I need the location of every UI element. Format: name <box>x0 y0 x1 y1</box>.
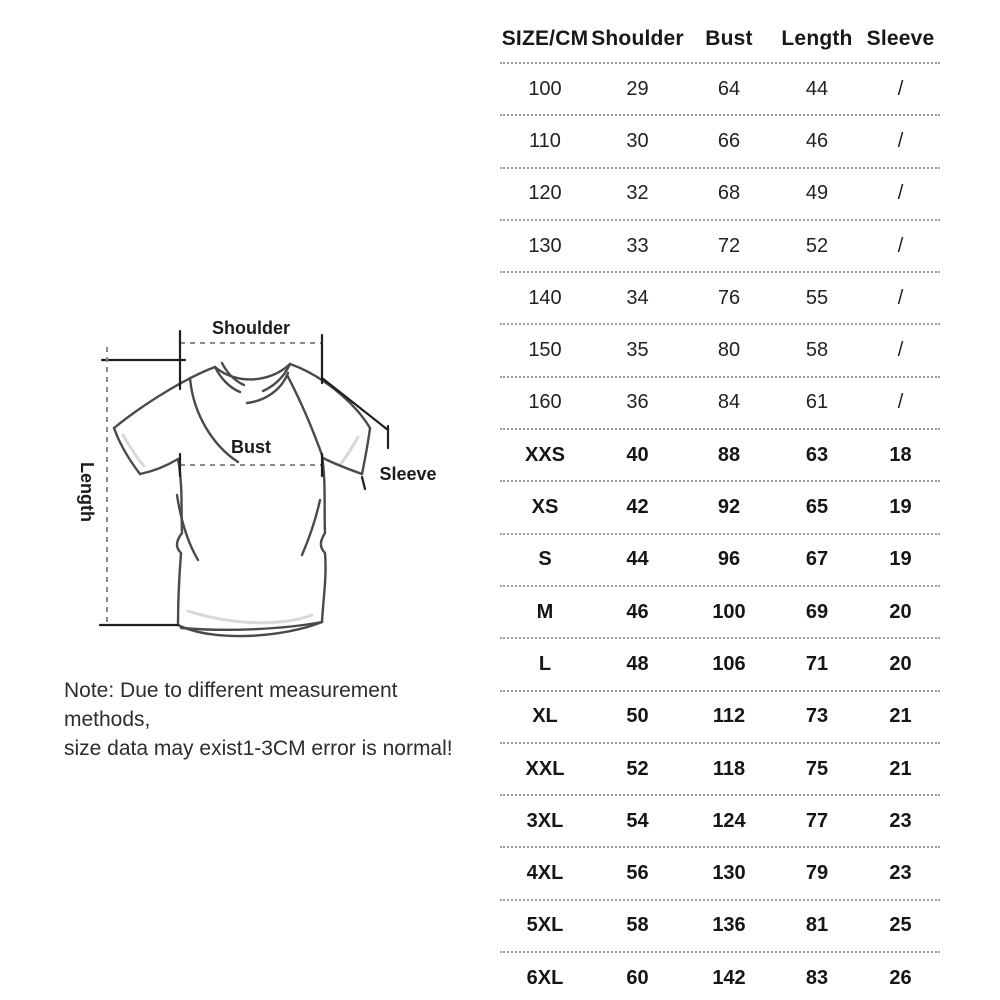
measurement-value-cell: 48 <box>626 652 649 675</box>
measurement-value-cell: 66 <box>717 129 741 152</box>
sleeve-cuff-tick <box>362 477 365 489</box>
torso-left-edge <box>177 459 182 625</box>
measurement-value-cell: 20 <box>889 652 912 675</box>
size-row-xxs <box>500 430 940 482</box>
shoulder-label: Shoulder <box>211 318 291 338</box>
size-label-cell: XL <box>532 705 558 728</box>
measurement-value-cell: 21 <box>889 705 912 728</box>
measurement-value-cell: 34 <box>626 286 649 309</box>
measurement-value-cell: 18 <box>889 443 912 466</box>
size-row-xs <box>500 482 940 534</box>
size-row-xxl <box>500 744 940 796</box>
left-cuff-edge <box>114 428 140 474</box>
measurement-value-cell: 75 <box>805 757 829 780</box>
measurement-value-cell: 77 <box>805 809 829 832</box>
left-underarm-edge <box>140 459 178 474</box>
size-label-cell: XXS <box>524 443 566 466</box>
right-armhole-seam <box>287 375 322 455</box>
measurement-value-cell: 118 <box>712 757 746 780</box>
size-row-m <box>500 587 940 639</box>
header-cell-length: Length <box>781 26 853 50</box>
left-sleeve-shading <box>123 435 144 466</box>
measurement-value-cell: 46 <box>805 129 829 152</box>
size-table <box>500 15 940 1000</box>
size-label-cell: 3XL <box>526 809 564 832</box>
measurement-value-cell: 130 <box>712 862 746 885</box>
measurement-value-cell: 88 <box>717 443 741 466</box>
measurement-value-cell: 25 <box>889 914 912 937</box>
measurement-value-cell: 52 <box>805 234 829 257</box>
dimension-annotations <box>77 318 437 625</box>
measurement-value-cell: 64 <box>717 77 741 100</box>
measurement-value-cell: 30 <box>626 129 649 152</box>
header-cell-size-cm: SIZE/CM <box>501 26 589 50</box>
measurement-value-cell: 68 <box>717 182 741 205</box>
size-row-5xl <box>500 901 940 953</box>
measurement-value-cell: / <box>897 286 904 309</box>
right-sleeve-shading <box>340 437 358 465</box>
measurement-value-cell: / <box>897 391 904 414</box>
bust-label: Bust <box>231 437 271 457</box>
right-shoulder-edge <box>290 364 370 428</box>
size-label-cell: 100 <box>528 77 562 100</box>
size-row-6xl <box>500 953 940 1000</box>
measurement-value-cell: 83 <box>805 966 829 989</box>
measurement-value-cell: 76 <box>717 286 741 309</box>
size-label-cell: L <box>538 652 552 675</box>
measurement-value-cell: 23 <box>889 862 912 885</box>
measurement-value-cell: 61 <box>805 391 829 414</box>
hem-shading <box>188 611 312 623</box>
measurement-value-cell: 33 <box>626 234 649 257</box>
measurement-value-cell: 72 <box>717 234 741 257</box>
measurement-value-cell: 136 <box>712 914 746 937</box>
torso-right-edge <box>321 455 326 622</box>
measurement-value-cell: 20 <box>889 600 912 623</box>
measurement-value-cell: 63 <box>805 443 829 466</box>
measurement-value-cell: 19 <box>889 496 912 519</box>
measurement-value-cell: 35 <box>626 339 649 362</box>
size-row-120 <box>500 169 940 221</box>
size-label-cell: S <box>538 548 552 571</box>
measurement-value-cell: 65 <box>805 496 829 519</box>
measurement-value-cell: 42 <box>626 496 649 519</box>
measurement-value-cell: 112 <box>712 705 746 728</box>
shirt-outline <box>114 363 370 636</box>
measurement-value-cell: / <box>897 77 904 100</box>
measurement-value-cell: 46 <box>626 600 649 623</box>
measurement-value-cell: 58 <box>805 339 829 362</box>
measurement-value-cell: 21 <box>889 757 912 780</box>
header-cell-sleeve: Sleeve <box>866 26 935 50</box>
measurement-value-cell: 71 <box>805 652 829 675</box>
right-cuff-edge <box>362 428 370 474</box>
measurement-value-cell: 100 <box>712 600 746 623</box>
size-label-cell: 6XL <box>526 966 564 989</box>
measurement-value-cell: 56 <box>626 862 649 885</box>
size-label-cell: XS <box>531 496 559 519</box>
size-label-cell: 150 <box>528 339 562 362</box>
measurement-value-cell: 29 <box>626 77 649 100</box>
measurement-value-cell: 44 <box>805 77 829 100</box>
sleeve-label: Sleeve <box>379 464 437 484</box>
measurement-value-cell: 80 <box>717 339 741 362</box>
size-row-160 <box>500 378 940 430</box>
size-row-xl <box>500 692 940 744</box>
measurement-value-cell: 50 <box>626 705 649 728</box>
right-pinch-crease <box>302 500 320 555</box>
measurement-value-cell: 79 <box>805 862 829 885</box>
measurement-value-cell: 60 <box>626 966 649 989</box>
measurement-value-cell: 32 <box>626 182 649 205</box>
measurement-value-cell: 58 <box>626 914 649 937</box>
size-row-3xl <box>500 796 940 848</box>
measurement-value-cell: 36 <box>626 391 649 414</box>
size-label-cell: 160 <box>528 391 562 414</box>
header-cell-shoulder: Shoulder <box>591 26 684 50</box>
measurement-value-cell: / <box>897 339 904 362</box>
size-row-140 <box>500 273 940 325</box>
size-label-cell: 5XL <box>526 914 564 937</box>
measurement-value-cell: 67 <box>805 548 829 571</box>
size-row-100 <box>500 64 940 116</box>
size-label-cell: XXL <box>525 757 565 780</box>
measurement-value-cell: / <box>897 182 904 205</box>
length-label: Length <box>77 462 97 522</box>
measurement-value-cell: 81 <box>805 914 829 937</box>
size-label-cell: 120 <box>528 182 562 205</box>
measurement-value-cell: 26 <box>889 966 912 989</box>
size-row-l <box>500 639 940 691</box>
measurement-value-cell: / <box>897 129 904 152</box>
note-line-2: size data may exist1-3CM error is normal! <box>64 737 453 760</box>
size-label-cell: 110 <box>529 129 561 152</box>
measurement-value-cell: 142 <box>712 966 746 989</box>
size-row-130 <box>500 221 940 273</box>
measurement-value-cell: 49 <box>805 182 829 205</box>
measurement-value-cell: 69 <box>805 600 829 623</box>
measurement-value-cell: 106 <box>712 652 746 675</box>
t-shirt-diagram <box>40 295 470 685</box>
header-cell-bust: Bust <box>705 26 753 50</box>
size-label-cell: 4XL <box>526 862 564 885</box>
measurement-value-cell: 96 <box>717 548 741 571</box>
left-shoulder-edge <box>114 367 215 428</box>
measurement-value-cell: 92 <box>717 496 741 519</box>
measurement-value-cell: 23 <box>889 809 912 832</box>
measurement-note <box>64 676 474 763</box>
size-row-110 <box>500 116 940 168</box>
size-label-cell: 130 <box>528 234 562 257</box>
measurement-value-cell: 52 <box>626 757 649 780</box>
measurement-value-cell: 54 <box>626 809 649 832</box>
size-row-4xl <box>500 848 940 900</box>
measurement-value-cell: 40 <box>626 443 649 466</box>
measurement-value-cell: 73 <box>805 705 829 728</box>
size-row-s <box>500 535 940 587</box>
note-line-1: Note: Due to different measurement methods, <box>64 679 398 731</box>
measurement-value-cell: 44 <box>626 548 649 571</box>
measurement-value-cell: 84 <box>717 391 741 414</box>
measurement-value-cell: 19 <box>889 548 912 571</box>
measurement-value-cell: 55 <box>805 286 829 309</box>
measurement-value-cell: 124 <box>712 809 746 832</box>
measurement-value-cell: / <box>897 234 904 257</box>
size-table-header-row <box>500 15 940 64</box>
sleeve-dimension-line <box>322 378 388 430</box>
size-label-cell: 140 <box>528 286 562 309</box>
size-label-cell: M <box>536 600 554 623</box>
size-row-150 <box>500 325 940 377</box>
